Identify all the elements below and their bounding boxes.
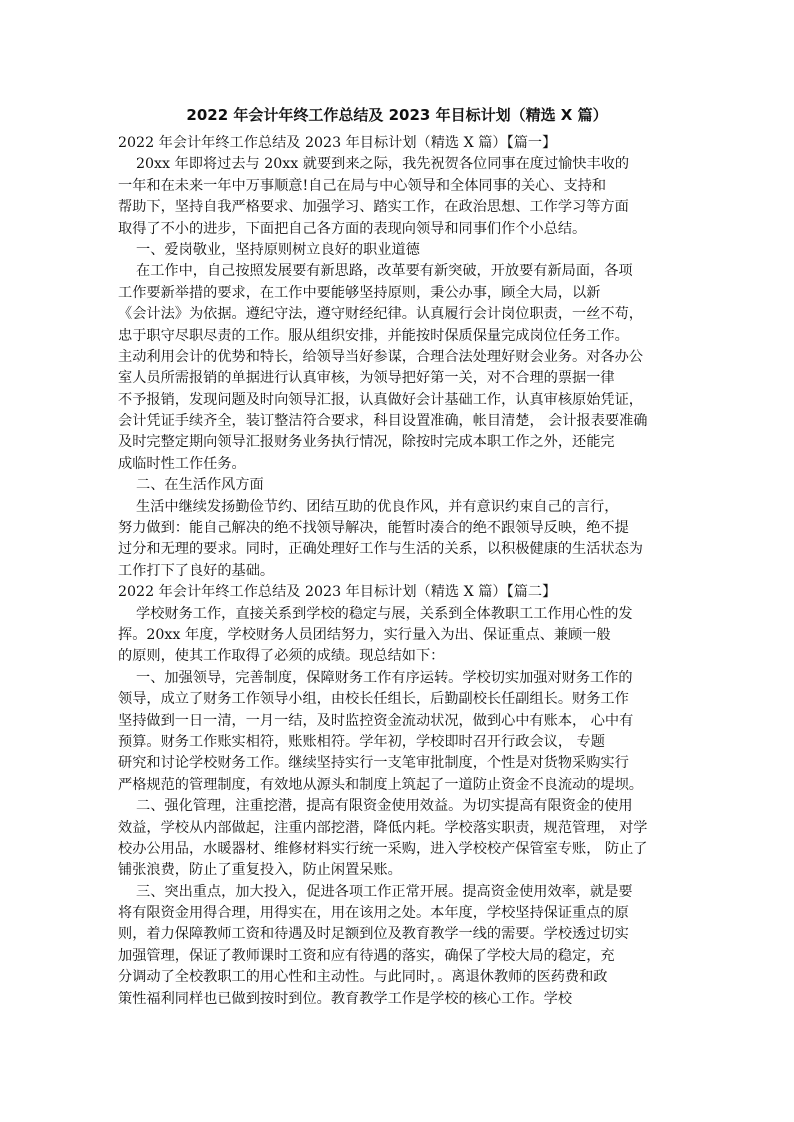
text-line: 生活中继续发扬勤俭节约、团结互助的优良作风，并有意识约束自己的言行， xyxy=(136,498,619,515)
text-line: 20xx 年即将过去与 20xx 就要到来之际，我先祝贺各位同事在度过愉快丰收的 xyxy=(136,156,630,173)
text-line: 坚持做到一日一清，一月一结，及时监控资金流动状况，做到心中有账本， 心中有 xyxy=(118,712,634,729)
text-line: 铺张浪费，防止了重复投入，防止闲置呆账。 xyxy=(118,862,402,879)
text-line: 2022 年会计年终工作总结及 2023 年目标计划（精选 X 篇）【篇二】 xyxy=(118,584,557,601)
text-line: 一、爱岗敬业，坚持原则树立良好的职业道德 xyxy=(136,241,420,258)
text-line: 成临时性工作任务。 xyxy=(118,455,246,472)
text-line: 校办公用品，水暖器材、维修材料实行统一采购，进入学校校产保管室专账， 防止了 xyxy=(118,840,648,857)
document-title: 2022 年会计年终工作总结及 2023 年目标计划（精选 X 篇） xyxy=(186,106,608,124)
text-line: 挥。20xx 年度，学校财务人员团结努力，实行量入为出、保证重点、兼顾一般 xyxy=(118,626,611,643)
text-line: 加强管理，保证了教师课时工资和应有待遇的落实，确保了学校大局的稳定，充 xyxy=(118,947,615,964)
text-line: 预算。财务工作账实相符，账账相符。学年初，学校即时召开行政会议， 专题 xyxy=(118,733,605,750)
text-line: 取得了不小的进步，下面把自己各方面的表现向领导和同事们作个小总结。 xyxy=(118,220,587,237)
text-line: 分调动了全校教职工的用心性和主动性。与此同时，。离退休教师的医药费和政 xyxy=(118,969,608,986)
text-line: 过分和无理的要求。同时，正确处理好工作与生活的关系，以积极健康的生活状态为 xyxy=(118,541,643,558)
text-line: 策性福利同样也已做到按时到位。教育教学工作是学校的核心工作。学校 xyxy=(118,990,573,1007)
text-line: 则，着力保障教师工资和待遇及时足额到位及教育教学一线的需要。学校透过切实 xyxy=(118,926,629,943)
text-line: 工作要新举措的要求，在工作中要能够坚持原则，秉公办事，顾全大局，以新 xyxy=(118,284,601,301)
text-line: 2022 年会计年终工作总结及 2023 年目标计划（精选 X 篇）【篇一】 xyxy=(118,135,557,151)
text-line: 研究和讨论学校财务工作。继续坚持实行一支笔审批制度，个性是对货物采购实行 xyxy=(118,755,629,772)
text-line: 效益，学校从内部做起，注重内部挖潜，降低内耗。学校落实职责，规范管理， 对学 xyxy=(118,819,648,836)
text-line: 忠于职守尽职尽责的工作。服从组织安排，并能按时保质保量完成岗位任务工作。 xyxy=(118,327,629,344)
text-line: 学校财务工作，直接关系到学校的稳定与展，关系到全体教职工工作用心性的发 xyxy=(136,605,633,622)
text-line: 二、强化管理，注重挖潜，提高有限资金使用效益。为切实提高有限资金的使用 xyxy=(136,798,633,815)
text-line: 严格规范的管理制度，有效地从源头和制度上筑起了一道防止资金不良流动的堤坝。 xyxy=(118,776,643,793)
text-line: 及时完整定期向领导汇报财务业务执行情况，除按时完成本职工作之外，还能完 xyxy=(118,434,615,451)
text-line: 工作打下了良好的基础。 xyxy=(118,562,275,579)
text-line: 一、加强领导，完善制度，保障财务工作有序运转。学校切实加强对财务工作的 xyxy=(136,669,633,686)
text-line: 努力做到：能自己解决的绝不找领导解决，能暂时凑合的绝不跟领导反映，绝不提 xyxy=(118,520,629,537)
text-line: 帮助下，坚持自我严格要求、加强学习、踏实工作，在政治思想、工作学习等方面 xyxy=(118,199,629,216)
text-line: 三、突出重点，加大投入，促进各项工作正常开展。提高资金使用效率，就是要 xyxy=(136,883,633,900)
text-line: 不予报销，发现问题及时向领导汇报，认真做好会计基础工作，认真审核原始凭证， xyxy=(118,391,643,408)
text-line: 主动利用会计的优势和特长，给领导当好参谋，合理合法处理好财会业务。对各办公 xyxy=(118,348,643,365)
text-line: 会计凭证手续齐全，装订整洁符合要求，科目设置准确，帐目清楚， 会计报表要准确 xyxy=(118,413,648,430)
document-body xyxy=(118,133,680,1010)
text-line: 在工作中，自己按照发展要有新思路，改革要有新突破，开放要有新局面，各项 xyxy=(136,263,633,280)
text-line: 一年和在未来一年中万事顺意!自己在局与中心领导和全体同事的关心、支持和 xyxy=(118,177,607,194)
text-line: 的原则，使其工作取得了必须的成绩。现总结如下： xyxy=(118,648,445,665)
text-line: 室人员所需报销的单据进行认真审核，为领导把好第一关，对不合理的票据一律 xyxy=(118,370,615,387)
text-line: 领导，成立了财务工作领导小组，由校长任组长，后勤副校长任副组长。财务工作 xyxy=(118,691,629,708)
text-line: 二、在生活作风方面 xyxy=(136,477,264,494)
text-line: 《会计法》为依据。遵纪守法，遵守财经纪律。认真履行会计岗位职责，一丝不苟， xyxy=(118,306,643,323)
text-line: 将有限资金用得合理，用得实在，用在该用之处。本年度，学校坚持保证重点的原 xyxy=(118,905,629,922)
